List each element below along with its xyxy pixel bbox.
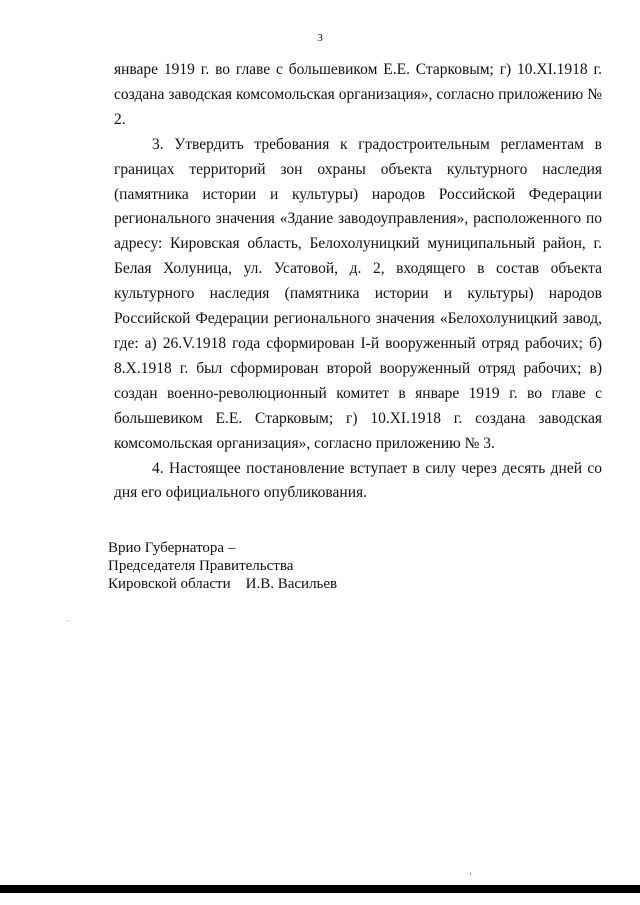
paragraph-item-3: 3. Утвердить требования к градостроительным регламентам в границах территорий зон охраны объекта культурного наследия (памятника истории и культуры) народов Российской Федерации регионального значения «Здание заводоуправления», расположенного по адресу: Кировская область, Белохолуницкий муниципальный район, г. Белая Холуница, ул. Усатовой, д. 2, входящего в состав объекта культурного наследия (памятника истории и культуры) народов Российской Федерации регионального значения «Белохолуницкий завод, где: а) 26.V.1918 года сформирован I-й вооруженный отряд рабочих; б) 8.X.1918 г. был сформирован второй вооруженный отряд рабочих; в) создан военно-революционный комитет в январе 1919 г. во главе с большевиком Е.Е. Старковым; г) 10.XI.1918 г. создана заводская комсомольская организация», согласно приложению № 3. bbox=[114, 135, 602, 452]
document-body bbox=[114, 58, 602, 506]
scan-speck bbox=[470, 873, 471, 875]
page-number: 3 bbox=[317, 32, 323, 44]
paragraph-continuation: январе 1919 г. во главе с большевиком Е.Е. Старковым; г) 10.XI.1918 г. создана заводская комсомольская организация», согласно приложению № 2. bbox=[114, 61, 602, 128]
paragraph-item-4: 4. Настоящее постановление вступает в силу через десять дней со дня его официального опубликования. bbox=[114, 459, 602, 502]
scan-speck bbox=[67, 620, 68, 621]
scan-border-bar bbox=[0, 885, 640, 893]
signature-position-line: Председателя Правительства bbox=[108, 558, 294, 574]
signature-name-line: Кировской области И.В. Васильев bbox=[108, 576, 338, 592]
signature-block bbox=[108, 539, 408, 593]
signature-title-line: Врио Губернатора – bbox=[108, 540, 236, 556]
